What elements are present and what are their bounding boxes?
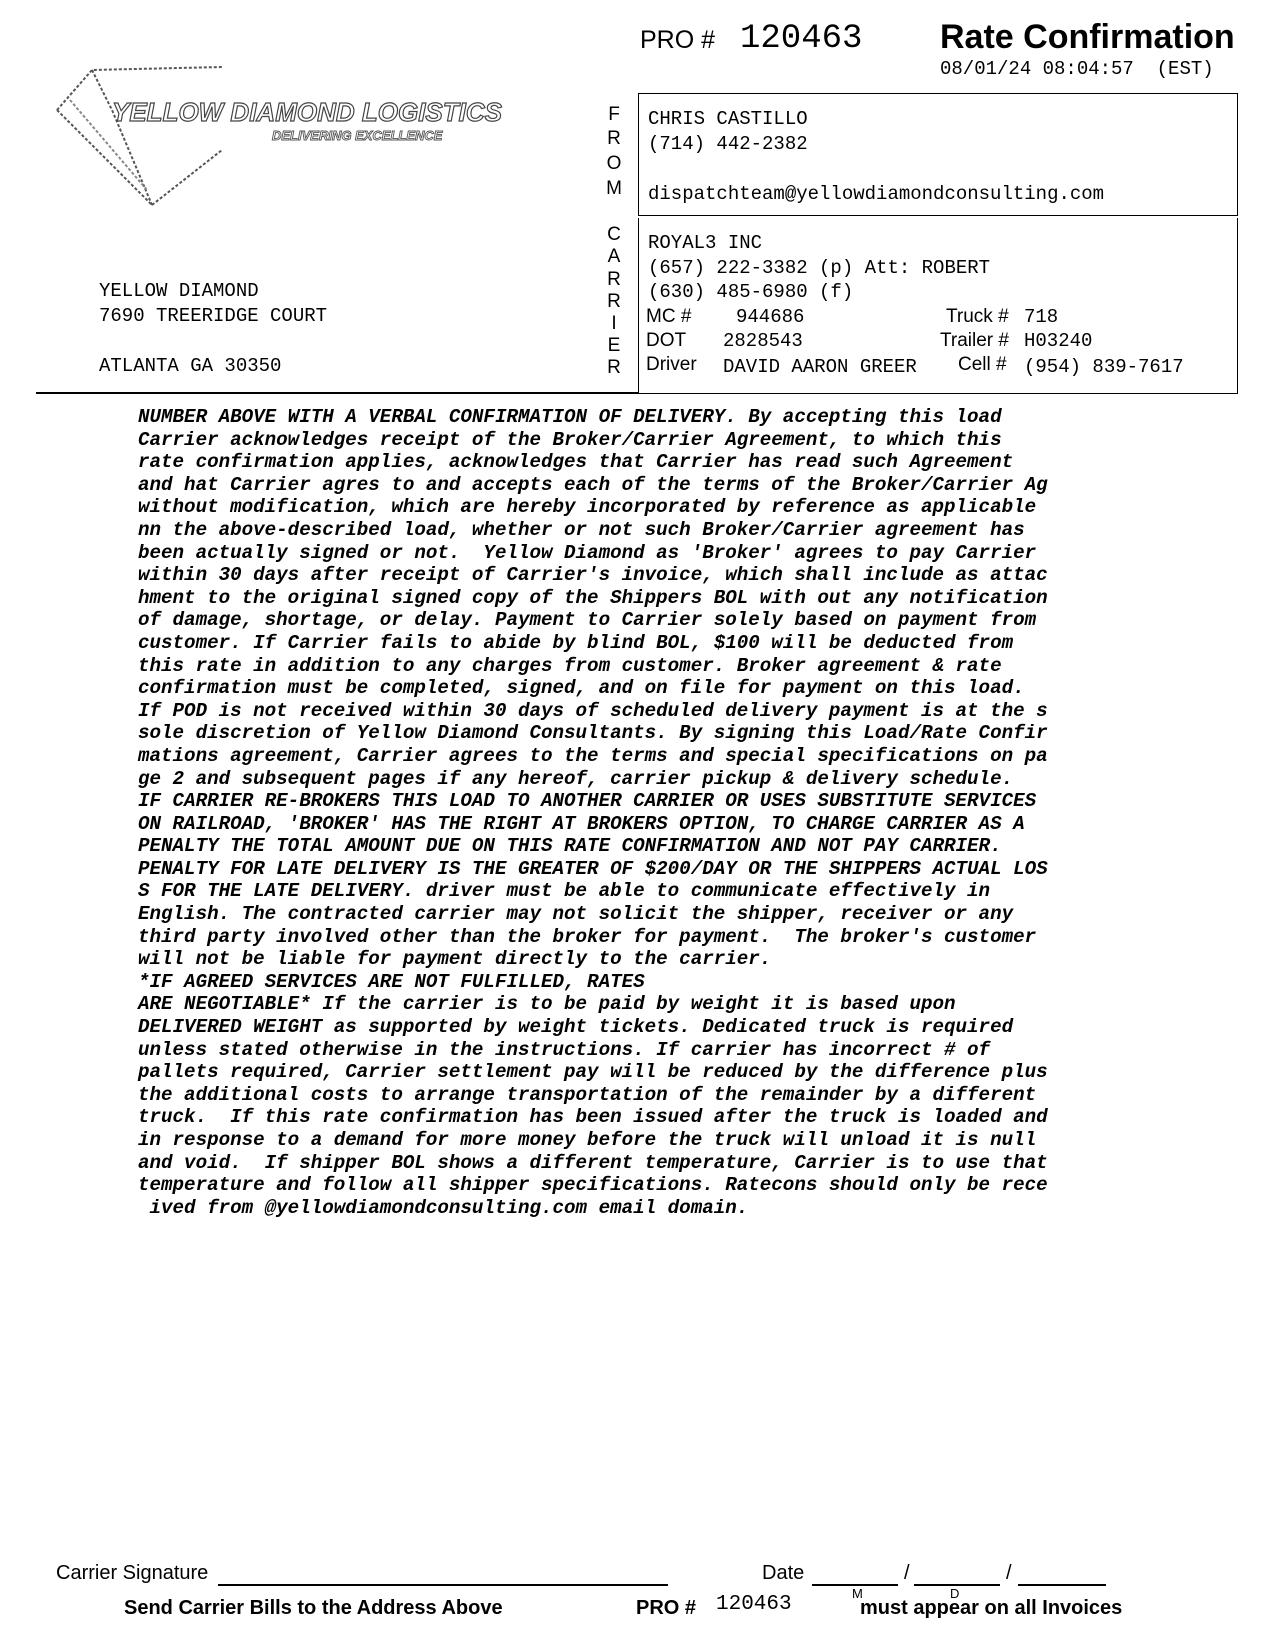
terms-line: PENALTY FOR LATE DELIVERY IS THE GREATER OF $200/DAY OR THE SHIPPERS ACTUAL LOS	[138, 857, 1048, 880]
cell-value: (954) 839-7617	[1024, 356, 1184, 378]
terms-line: IF CARRIER RE-BROKERS THIS LOAD TO ANOTHER CARRIER OR USES SUBSTITUTE SERVICES	[138, 790, 1037, 813]
company-logo	[52, 65, 522, 215]
terms-line: the additional costs to arrange transportation of the remainder by a different	[138, 1083, 1037, 1106]
truck-value: 718	[1024, 306, 1059, 328]
broker-street: 7690 TREERIDGE COURT	[99, 305, 328, 327]
trailer-label: Trailer #	[940, 330, 1009, 351]
terms-line: confirmation must be completed, signed, and on file for payment on this load.	[138, 677, 1025, 700]
page-title: Rate Confirmation	[940, 18, 1235, 56]
terms-line: ARE NEGOTIABLE* If the carrier is to be paid by weight it is based upon	[138, 993, 956, 1016]
carrier-fax: (630) 485-6980 (f)	[648, 281, 854, 303]
terms-line: NUMBER ABOVE WITH A VERBAL CONFIRMATION OF DELIVERY. By accepting this load	[138, 406, 1002, 428]
carrier-label-letter: C	[607, 224, 621, 245]
pro-label: PRO #	[640, 26, 716, 54]
terms-line: PENALTY THE TOTAL AMOUNT DUE ON THIS RATE CONFIRMATION AND NOT PAY CARRIER.	[138, 835, 1002, 858]
terms-line: ON RAILROAD, 'BROKER' HAS THE RIGHT AT BROKERS OPTION, TO CHARGE CARRIER AS A	[138, 812, 1025, 835]
date-label: Date	[762, 1562, 805, 1584]
terms-line: hment to the original signed copy of the Shippers BOL with out any notification	[138, 586, 1048, 609]
carrier-label-letter: A	[607, 246, 621, 267]
day-hint: D	[950, 1586, 960, 1601]
carrier-label-letter: R	[607, 291, 621, 312]
terms-line: sole discretion of Yellow Diamond Consultants. By signing this Load/Rate Confir	[138, 722, 1048, 745]
terms-line: been actually signed or not. Yellow Diamond as 'Broker' agrees to pay Carrier	[138, 541, 1037, 564]
month-hint: M	[852, 1586, 863, 1601]
send-bills-note: Send Carrier Bills to the Address Above	[124, 1597, 503, 1619]
terms-line: will not be liable for payment directly to the carrier.	[138, 948, 772, 971]
terms-line: unless stated otherwise in the instructions. If carrier has incorrect # of	[138, 1038, 991, 1061]
carrier-label-letter: R	[607, 357, 621, 378]
pro-number: 120463	[740, 20, 863, 58]
from-phone: (714) 442-2382	[648, 133, 808, 155]
from-label-letter: R	[607, 128, 621, 149]
truck-label: Truck #	[946, 306, 1009, 327]
date-separator: /	[1006, 1562, 1012, 1584]
driver-value: DAVID AARON GREER	[723, 356, 917, 378]
terms-line: English. The contracted carrier may not solicit the shipper, receiver or any	[138, 903, 1014, 926]
terms-line: ived from @yellowdiamondconsulting.com email domain.	[138, 1196, 749, 1219]
from-label-letter: F	[608, 104, 620, 125]
terms-line: DELIVERED WEIGHT as supported by weight tickets. Dedicated truck is required	[138, 1016, 1014, 1039]
from-contact-name: CHRIS CASTILLO	[648, 108, 808, 130]
terms-line: this rate in addition to any charges from customer. Broker agreement & rate	[138, 654, 1002, 677]
terms-line: without modification, which are hereby incorporated by reference as applicable	[138, 496, 1037, 519]
from-label-letter: M	[606, 178, 622, 199]
logo-tagline: DELIVERING EXCELLENCE	[272, 128, 443, 143]
dot-label: DOT	[646, 330, 687, 351]
driver-label: Driver	[646, 354, 697, 375]
terms-line: truck. If this rate confirmation has been issued after the truck is loaded and	[138, 1106, 1048, 1129]
carrier-label-letter: R	[607, 269, 621, 290]
date-year-line[interactable]	[1018, 1584, 1106, 1586]
footer-pro-number: 120463	[716, 1593, 792, 1616]
mc-value: 944686	[736, 306, 805, 328]
terms-line: customer. If Carrier fails to abide by blind BOL, $100 will be deducted from	[138, 631, 1014, 654]
terms-line: If POD is not received within 30 days of scheduled delivery payment is at the s	[138, 699, 1048, 722]
mc-label: MC #	[646, 306, 692, 327]
date-separator: /	[904, 1562, 910, 1584]
broker-name: YELLOW DIAMOND	[99, 280, 259, 302]
terms-line: Carrier acknowledges receipt of the Broker/Carrier Agreement, to which this	[138, 428, 1002, 451]
logo-name: YELLOW DIAMOND LOGISTICS	[112, 97, 502, 127]
cell-label: Cell #	[958, 354, 1007, 375]
diamond-logo-icon	[52, 65, 522, 215]
signature-line[interactable]	[218, 1584, 668, 1586]
terms-line: ge 2 and subsequent pages if any hereof, carrier pickup & delivery schedule.	[138, 767, 1014, 790]
carrier-label-letter: I	[611, 313, 617, 334]
terms-line: third party involved other than the broker for payment. The broker's customer	[138, 925, 1037, 948]
terms-line: pallets required, Carrier settlement pay will be reduced by the difference plus	[138, 1061, 1048, 1084]
terms-line: mations agreement, Carrier agrees to the terms and special specifications on pa	[138, 744, 1048, 767]
section-divider	[36, 392, 638, 394]
terms-line: and hat Carrier agres to and accepts each of the terms of the Broker/Carrier Ag	[138, 473, 1048, 496]
terms-line: in response to a demand for more money before the truck will unload it is null	[138, 1129, 1037, 1151]
footer-pro-label: PRO #	[636, 1597, 697, 1619]
terms-text	[138, 406, 1148, 1219]
terms-line: nn the above-described load, whether or not such Broker/Carrier agreement has	[138, 518, 1025, 541]
terms-line: and void. If shipper BOL shows a different temperature, Carrier is to use that	[138, 1151, 1048, 1174]
issue-datetime: 08/01/24 08:04:57 (EST)	[940, 58, 1214, 80]
trailer-value: H03240	[1024, 330, 1093, 352]
signature-label: Carrier Signature	[56, 1562, 209, 1584]
terms-line: S FOR THE LATE DELIVERY. driver must be able to communicate effectively in	[138, 880, 991, 903]
terms-line: temperature and follow all shipper specifications. Ratecons should only be rece	[138, 1174, 1048, 1197]
broker-city: ATLANTA GA 30350	[99, 355, 282, 377]
invoice-note: must appear on all Invoices	[860, 1597, 1123, 1619]
dot-value: 2828543	[723, 330, 803, 352]
terms-line: rate confirmation applies, acknowledges that Carrier has read such Agreement	[138, 451, 1014, 474]
carrier-name: ROYAL3 INC	[648, 232, 763, 254]
from-label-letter: O	[606, 153, 622, 174]
from-email[interactable]: dispatchteam@yellowdiamondconsulting.com	[648, 183, 1105, 205]
terms-line: of damage, shortage, or delay. Payment to Carrier solely based on payment from	[138, 609, 1037, 632]
carrier-label-letter: E	[607, 335, 621, 356]
terms-line: *IF AGREED SERVICES ARE NOT FULFILLED, RATES	[138, 970, 645, 993]
carrier-phone: (657) 222-3382 (p) Att: ROBERT	[648, 257, 991, 279]
terms-line: within 30 days after receipt of Carrier's invoice, which shall include as attac	[138, 564, 1048, 587]
